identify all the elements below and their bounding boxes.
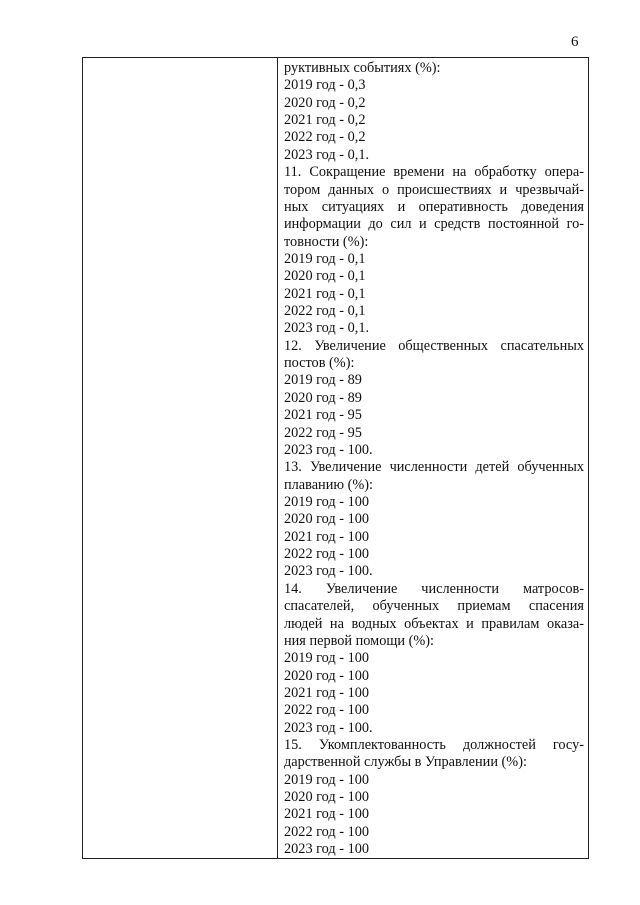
- text-line: ных ситуациях и оперативность доведения: [284, 198, 584, 215]
- text-line: 13. Увеличение численности детей обученных: [284, 459, 584, 476]
- text-line: 2019 год - 100: [284, 493, 370, 510]
- text-line: 2023 год - 0,1.: [284, 146, 370, 163]
- text-line: 2019 год - 100: [284, 771, 370, 788]
- text-line: товности (%):: [284, 233, 369, 250]
- text-line: руктивных событиях (%):: [284, 60, 441, 76]
- text-line: 2023 год - 100.: [284, 719, 373, 736]
- text-line: 2021 год - 100: [284, 684, 370, 701]
- page-number: 6: [571, 34, 579, 50]
- text-line: 2020 год - 0,1: [284, 268, 366, 285]
- text-line: дарственной службы в Управлении (%):: [284, 754, 527, 771]
- text-line: постов (%):: [284, 355, 355, 372]
- text-line: 11. Сокращение времени на обработку опера-: [284, 164, 584, 181]
- text-line: 2020 год - 89: [284, 389, 362, 406]
- text-line: 2021 год - 0,2: [284, 112, 366, 129]
- text-line: 2019 год - 0,1: [284, 250, 366, 267]
- text-line: 2023 год - 100.: [284, 441, 373, 458]
- text-line: 2021 год - 100: [284, 528, 370, 545]
- text-line: информации до сил и средств постоянной го-: [284, 216, 584, 233]
- column-divider: [277, 58, 278, 858]
- text-line: 2021 год - 95: [284, 407, 362, 424]
- indicator-table: [82, 57, 589, 859]
- text-line: 15. Укомплектованность должностей госу-: [284, 737, 584, 754]
- text-line: 2020 год - 100: [284, 511, 370, 528]
- text-line: 2022 год - 0,2: [284, 129, 366, 146]
- text-line: спасателей, обученных приемам спасения: [284, 598, 584, 615]
- text-line: 12. Увеличение общественных спасательных: [284, 337, 584, 354]
- indicator-values-cell: [284, 60, 584, 859]
- text-line: 2020 год - 0,2: [284, 94, 366, 111]
- text-line: 2023 год - 0,1.: [284, 320, 370, 337]
- text-line: 2022 год - 100: [284, 702, 370, 719]
- text-line: 14. Увеличение численности матросов-: [284, 580, 584, 597]
- text-line: 2022 год - 0,1: [284, 303, 366, 320]
- text-line: ния первой помощи (%):: [284, 632, 434, 649]
- text-line: 2023 год - 100.: [284, 563, 373, 580]
- text-line: 2022 год - 95: [284, 424, 362, 441]
- text-line: 2022 год - 100: [284, 823, 370, 840]
- text-line: 2021 год - 0,1: [284, 285, 366, 302]
- text-line: тором данных о происшествиях и чрезвычай-: [284, 181, 584, 198]
- text-line: 2023 год - 100: [284, 841, 370, 858]
- text-line: 2019 год - 100: [284, 650, 370, 667]
- text-line: 2020 год - 100: [284, 789, 370, 806]
- text-line: плаванию (%):: [284, 476, 373, 493]
- text-line: людей на водных объектах и правилам оказа-: [284, 615, 584, 632]
- text-line: 2022 год - 100: [284, 546, 370, 563]
- text-line: 2021 год - 100: [284, 806, 370, 823]
- text-line: 2020 год - 100: [284, 667, 370, 684]
- text-line: 2019 год - 0,3: [284, 77, 366, 94]
- text-line: 2019 год - 89: [284, 372, 362, 389]
